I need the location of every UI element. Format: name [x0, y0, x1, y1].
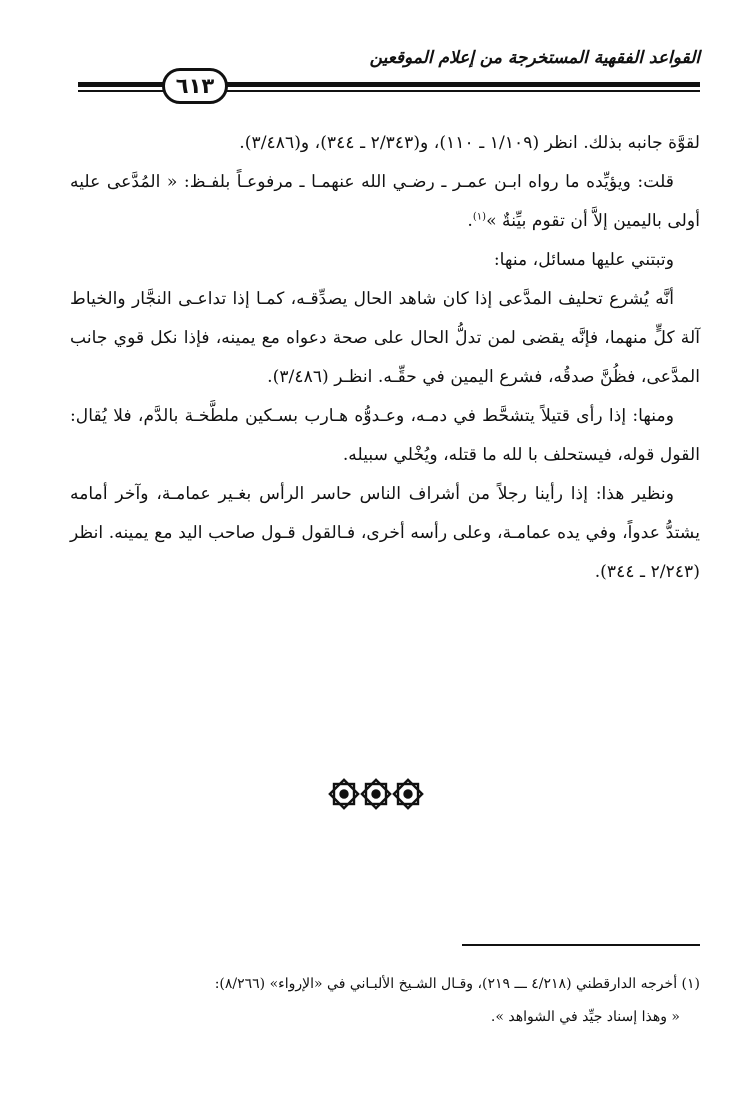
paragraph-6: ونظير هذا: إذا رأينا رجلاً من أشراف الناس حاسر الرأس بغـير عمامـة، وآخر أمامه يشتدُّ عدواً، وفي يده عمامـة، وعلى رأسه أخرى، فـالقول قـول صاحب اليد مع يمينه. انظر (٢/٢٤٣ ـ ٣٤٤). — [70, 484, 700, 582]
paragraph-3: وتبتني عليها مسائل، منها: — [493, 250, 674, 270]
footnote-1: (١) أخرجه الدارقطني (٤/٢١٨ ـــ ٢١٩)، وقـال الشـيخ الألبـاني في «الإرواء» (٨/٢٦٦): — [214, 976, 700, 992]
paragraph-2-end: . — [467, 211, 473, 231]
page-number: ٦١٣ — [162, 68, 228, 104]
footnote-1-continuation: « وهذا إسناد جيِّد في الشواهد ». — [490, 1009, 680, 1025]
paragraph-2-text: قلت: ويؤيِّده ما رواه ابـن عمـر ـ رضـي الله عنهمـا ـ مرفوعـاً بلفـظ: « المُدَّعى عليه أولى باليمين إلاَّ أن تقوم بيِّنةٌ » — [70, 172, 700, 231]
section-separator — [0, 778, 751, 818]
footnote-rule — [462, 944, 700, 946]
three-octagram-ornament-icon — [328, 778, 424, 810]
footnotes — [70, 968, 700, 1034]
running-title: القواعد الفقهية المستخرجة من إعلام الموقعين — [369, 48, 700, 68]
paragraph-1: لقوَّة جانبه بذلك. انظر (١/١٠٩ ـ ١١٠)، و(٢/٣٤٣ ـ ٣٤٤)، و(٣/٤٨٦). — [239, 133, 700, 153]
page-header — [78, 48, 700, 108]
footnote-marker[interactable]: (١) — [472, 211, 487, 223]
paragraph-4: أنَّه يُشرع تحليف المدَّعى إذا كان شاهد الحال يصدِّقـه، كمـا إذا تداعـى النجَّار والخياط آلة كلٍّ منهما، فإنَّه يقضى لمن تدلُّ الحال على صحة دعواه مع يمينه، فإذا نكل قوي جانب المدَّعى، فظُنَّ صدقُه، فشرع اليمين في حقِّـه. انظـر (٣/٤٨٦). — [70, 289, 700, 387]
main-text — [70, 124, 700, 592]
paragraph-2 — [70, 163, 700, 241]
paragraph-5: ومنها: إذا رأى قتيلاً يتشحَّط في دمـه، وعـدوُّه هـارب بسـكين ملطَّخـة بالدَّم، فلا يُقال: القول قوله، فيستحلف با لله ما قتله، ويُخْلي سبيله. — [70, 406, 700, 465]
